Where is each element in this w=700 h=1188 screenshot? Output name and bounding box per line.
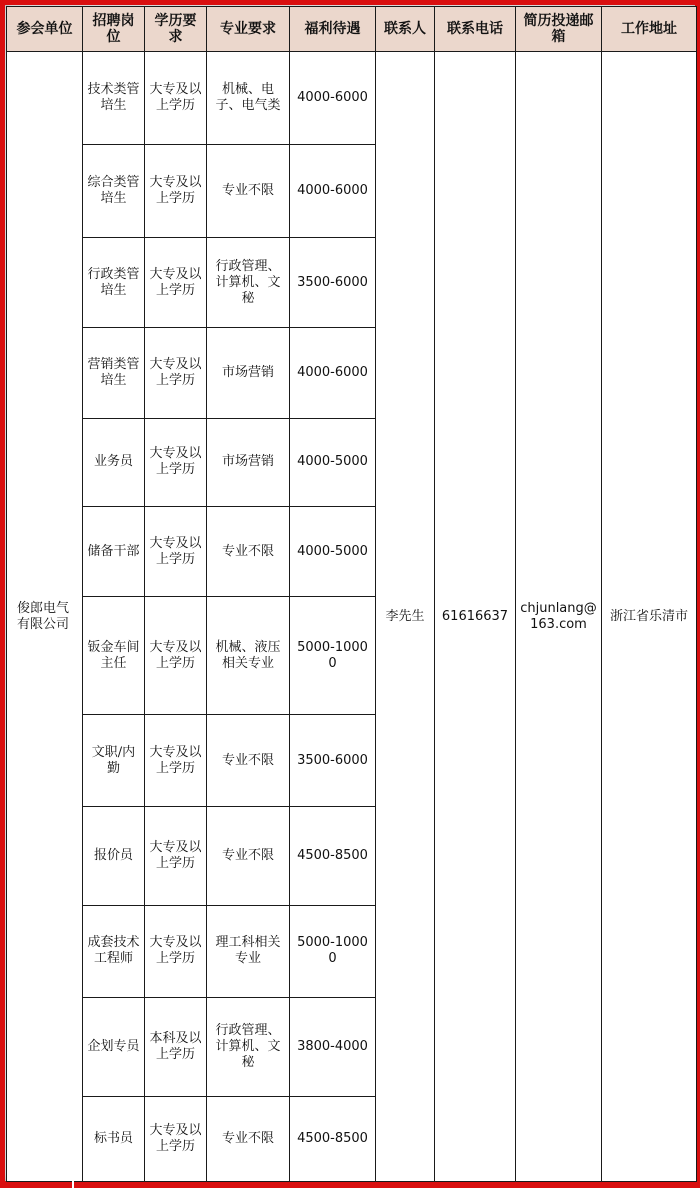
major-cell: 专业不限 [207,714,290,806]
major-cell: 行政管理、计算机、文秘 [207,237,290,327]
position-cell: 标书员 [83,1096,145,1181]
header-address: 工作地址 [602,7,697,52]
contact-phone: 61616637 [435,52,516,1182]
education-cell: 大专及以上学历 [145,506,207,596]
work-address: 浙江省乐清市 [602,52,697,1182]
education-cell: 大专及以上学历 [145,145,207,237]
education-cell: 大专及以上学历 [145,237,207,327]
salary-cell: 4000-5000 [290,506,376,596]
table-row [7,52,697,145]
position-cell: 技术类管培生 [83,52,145,145]
education-cell: 大专及以上学历 [145,714,207,806]
recruitment-table [6,6,697,1182]
education-cell: 大专及以上学历 [145,597,207,715]
position-cell: 综合类管培生 [83,145,145,237]
position-cell: 储备干部 [83,506,145,596]
major-cell: 机械、液压相关专业 [207,597,290,715]
header-salary: 福利待遇 [290,7,376,52]
education-cell: 大专及以上学历 [145,52,207,145]
corner-mark [72,1180,74,1188]
major-cell: 理工科相关专业 [207,905,290,997]
education-cell: 大专及以上学历 [145,328,207,418]
salary-cell: 4500-8500 [290,1096,376,1181]
header-education: 学历要求 [145,7,207,52]
contact-person: 李先生 [376,52,435,1182]
salary-cell: 5000-10000 [290,905,376,997]
header-major: 专业要求 [207,7,290,52]
position-cell: 业务员 [83,418,145,506]
salary-cell: 3800-4000 [290,998,376,1096]
salary-cell: 4000-6000 [290,145,376,237]
education-cell: 大专及以上学历 [145,418,207,506]
education-cell: 大专及以上学历 [145,807,207,905]
position-cell: 文职/内勤 [83,714,145,806]
header-contact: 联系人 [376,7,435,52]
resume-email: chjunlang@163.com [516,52,602,1182]
education-cell: 本科及以上学历 [145,998,207,1096]
position-cell: 企划专员 [83,998,145,1096]
major-cell: 专业不限 [207,145,290,237]
salary-cell: 4000-5000 [290,418,376,506]
header-row [7,7,697,52]
company-name: 俊郎电气有限公司 [7,52,83,1182]
header-company: 参会单位 [7,7,83,52]
salary-cell: 4500-8500 [290,807,376,905]
major-cell: 行政管理、计算机、文秘 [207,998,290,1096]
position-cell: 报价员 [83,807,145,905]
salary-cell: 4000-6000 [290,328,376,418]
education-cell: 大专及以上学历 [145,905,207,997]
major-cell: 专业不限 [207,807,290,905]
salary-cell: 4000-6000 [290,52,376,145]
position-cell: 钣金车间主任 [83,597,145,715]
salary-cell: 3500-6000 [290,237,376,327]
header-position: 招聘岗位 [83,7,145,52]
major-cell: 机械、电子、电气类 [207,52,290,145]
salary-cell: 3500-6000 [290,714,376,806]
major-cell: 专业不限 [207,506,290,596]
position-cell: 行政类管培生 [83,237,145,327]
header-email: 简历投递邮箱 [516,7,602,52]
position-cell: 营销类管培生 [83,328,145,418]
position-cell: 成套技术工程师 [83,905,145,997]
header-phone: 联系电话 [435,7,516,52]
salary-cell: 5000-10000 [290,597,376,715]
major-cell: 市场营销 [207,418,290,506]
education-cell: 大专及以上学历 [145,1096,207,1181]
major-cell: 市场营销 [207,328,290,418]
major-cell: 专业不限 [207,1096,290,1181]
